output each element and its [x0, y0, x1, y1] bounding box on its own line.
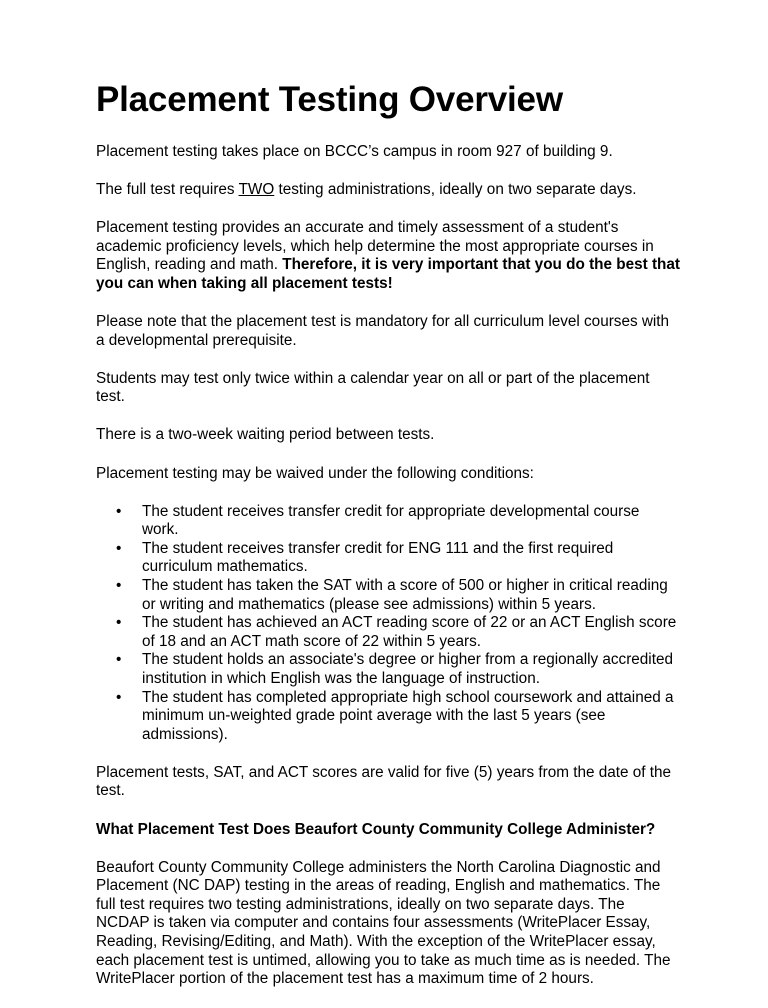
bullet-icon: •: [116, 502, 122, 520]
list-item: [96, 614, 680, 651]
waiver-intro-paragraph: Placement testing may be waived under the following conditions:: [96, 464, 534, 482]
assessment-paragraph: [96, 219, 680, 293]
two-administrations-paragraph: [96, 181, 680, 200]
ncdap-paragraph: Beaufort County Community College administers the North Carolina Diagnostic and Placement (NC DAP) testing in the areas of reading, English and mathematics. The full test requires two testing administrations, ideally on two separate days. The NCDAP is taken via computer and contains four assessments (WritePlacer Essay, Reading, Revising/Editing, and Math). With the exception of the WritePlacer essay, each placement test is untimed, allowing you to take as much time as is needed. The WritePlacer portion of the placement test has a maximum time of 2 hours.: [96, 858, 671, 988]
bullet-icon: •: [116, 688, 122, 706]
list-item-text: The student has taken the SAT with a score of 500 or higher in critical reading or writing and mathematics (please see admissions) within 5 years.: [142, 577, 668, 613]
bullet-icon: •: [116, 614, 122, 632]
two-emphasis: TWO: [238, 181, 275, 199]
list-item-text: The student holds an associate's degree or higher from a regionally accredited institution in which English was the language of instruction.: [142, 651, 673, 687]
list-item: [96, 540, 680, 577]
location-paragraph: Placement testing takes place on BCCC’s campus in room 927 of building 9.: [96, 143, 613, 160]
mandatory-paragraph: Please note that the placement test is mandatory for all curriculum level courses with a developmental prerequisite.: [96, 313, 670, 349]
page-title: Placement Testing Overview: [96, 80, 563, 119]
bullet-icon: •: [116, 539, 122, 557]
list-item-text: The student has completed appropriate high school coursework and attained a minimum un-weighted grade point average with the last 5 years (see admissions).: [142, 688, 674, 743]
section-heading: What Placement Test Does Beaufort County Community College Administer?: [96, 820, 656, 838]
text: testing administrations, ideally on two separate days.: [274, 181, 637, 199]
bullet-icon: •: [116, 651, 122, 669]
list-item-text: The student receives transfer credit for ENG 111 and the first required curriculum mathematics.: [142, 539, 614, 576]
validity-paragraph: Placement tests, SAT, and ACT scores are valid for five (5) years from the date of the test.: [96, 763, 672, 800]
document-page: [96, 78, 680, 1008]
list-item-text: The student has achieved an ACT reading score of 22 or an ACT English score of 18 and an ACT math score of 22 within 5 years.: [142, 614, 677, 650]
list-item-text: The student receives transfer credit for appropriate developmental course work.: [142, 502, 640, 539]
text: Placement testing provides an accurate and timely assessment of a student's academic proficiency levels, which help determine the most appropriate courses in English, reading and math.: [96, 219, 654, 274]
retest-limit-paragraph: Students may test only twice within a calendar year on all or part of the placement test.: [96, 369, 650, 406]
list-item: [96, 689, 680, 745]
waiting-period-paragraph: There is a two-week waiting period between tests.: [96, 426, 435, 444]
important-notice: Therefore, it is very important that you do the best that you can when taking all placement tests!: [96, 256, 681, 292]
text: The full test requires: [96, 181, 239, 199]
list-item: [96, 651, 680, 688]
bullet-icon: •: [116, 577, 122, 594]
list-item: [96, 577, 680, 614]
waiver-conditions-list: [96, 503, 680, 745]
list-item: [96, 503, 680, 540]
